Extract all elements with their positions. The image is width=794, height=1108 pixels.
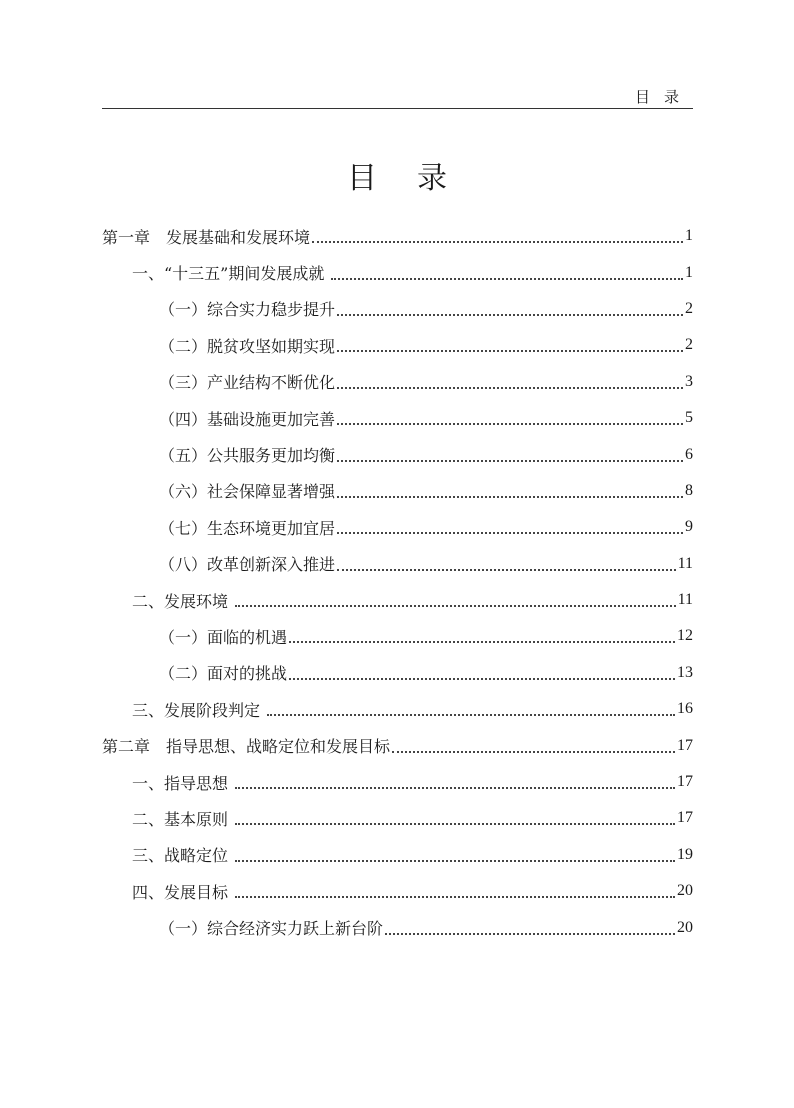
toc-entry-label: 一、指导思想 [132, 773, 234, 793]
toc-leader-dots [337, 387, 683, 389]
toc-entry-label: （五）公共服务更加均衡 [159, 446, 336, 466]
toc-entry-label: （二）脱贫攻坚如期实现 [159, 336, 336, 356]
toc-entry[interactable] [102, 691, 693, 727]
toc-entry-page: 11 [677, 591, 693, 609]
toc-entry-label: 二、基本原则 [132, 809, 234, 829]
toc-entry-label: （二）面对的挑战 [159, 664, 288, 684]
toc-entry-page: 1 [685, 263, 693, 281]
toc-entry-label: 三、战略定位 [132, 846, 234, 866]
toc-entry-page: 1 [685, 227, 693, 245]
toc-entry-page: 20 [677, 918, 693, 936]
toc-entry-label: （三）产业结构不断优化 [159, 373, 336, 393]
toc-entry-label: （一）综合经济实力跃上新台阶 [159, 919, 384, 939]
toc-entry-label: （七）生态环境更加宜居 [159, 518, 336, 538]
toc-entry-page: 9 [685, 518, 693, 536]
toc-entry-label: （一）综合实力稳步提升 [159, 300, 336, 320]
page-title: 目录 [347, 161, 487, 196]
toc-entry[interactable] [102, 327, 693, 363]
toc-leader-dots [235, 787, 675, 789]
toc-leader-dots [337, 460, 683, 462]
toc-entry[interactable] [102, 254, 693, 290]
toc-leader-dots [337, 496, 683, 498]
toc-entry-label: 四、发展目标 [132, 882, 234, 902]
toc-entry-page: 17 [677, 809, 693, 827]
toc-leader-dots [337, 423, 683, 425]
toc-leader-dots [337, 532, 683, 534]
toc-leader-dots [337, 350, 683, 352]
toc-entry[interactable] [102, 400, 693, 436]
toc-leader-dots [235, 605, 676, 607]
toc-entry-page: 6 [685, 445, 693, 463]
toc-entry[interactable] [102, 218, 693, 254]
toc-leader-dots [235, 860, 675, 862]
toc-leader-dots [289, 641, 675, 643]
toc-entry-label: （四）基础设施更加完善 [159, 409, 336, 429]
toc-entry-label: 三、发展阶段判定 [132, 700, 266, 720]
toc-entry-page: 5 [685, 409, 693, 427]
toc-leader-dots [337, 314, 683, 316]
toc-entry-page: 17 [677, 736, 693, 754]
header-rule [102, 108, 693, 109]
toc-leader-dots [331, 278, 683, 280]
toc-entry-page: 2 [685, 299, 693, 317]
toc-entry-label: 第二章 指导思想、战略定位和发展目标 [102, 737, 391, 757]
toc-entry-page: 16 [677, 700, 693, 718]
toc-entry[interactable] [102, 473, 693, 509]
toc-entry[interactable] [102, 727, 693, 763]
toc-leader-dots [312, 241, 683, 243]
toc-entry[interactable] [102, 655, 693, 691]
toc-entry[interactable] [102, 618, 693, 654]
toc-entry-label: 二、发展环境 [132, 591, 234, 611]
toc-entry[interactable] [102, 436, 693, 472]
toc-entry-page: 12 [677, 627, 693, 645]
toc-entry[interactable] [102, 764, 693, 800]
toc-entry[interactable] [102, 837, 693, 873]
toc-entry[interactable] [102, 364, 693, 400]
toc-entry-page: 17 [677, 773, 693, 791]
toc-entry[interactable] [102, 909, 693, 945]
table-of-contents [102, 218, 693, 946]
toc-entry-page: 19 [677, 845, 693, 863]
toc-entry-label: （六）社会保障显著增强 [159, 482, 336, 502]
toc-entry-label: （一）面临的机遇 [159, 627, 288, 647]
toc-entry[interactable] [102, 800, 693, 836]
toc-entry-page: 20 [677, 882, 693, 900]
toc-entry[interactable] [102, 873, 693, 909]
toc-leader-dots [337, 569, 676, 571]
toc-entry[interactable] [102, 582, 693, 618]
toc-entry-page: 3 [685, 372, 693, 390]
toc-entry-label: 第一章 发展基础和发展环境 [102, 227, 311, 247]
toc-entry[interactable] [102, 546, 693, 582]
running-header: 目录 [634, 88, 693, 106]
toc-entry-page: 2 [685, 336, 693, 354]
toc-entry-page: 13 [677, 663, 693, 681]
toc-leader-dots [289, 678, 675, 680]
toc-entry[interactable] [102, 509, 693, 545]
toc-entry-label: 一、“十三五”期间发展成就 [132, 264, 330, 284]
toc-leader-dots [385, 933, 675, 935]
toc-entry-label: （八）改革创新深入推进 [159, 555, 336, 575]
toc-leader-dots [392, 751, 675, 753]
toc-leader-dots [235, 896, 675, 898]
toc-entry-page: 8 [685, 481, 693, 499]
toc-entry-page: 11 [677, 554, 693, 572]
toc-entry[interactable] [102, 291, 693, 327]
toc-leader-dots [267, 714, 675, 716]
toc-leader-dots [235, 823, 675, 825]
